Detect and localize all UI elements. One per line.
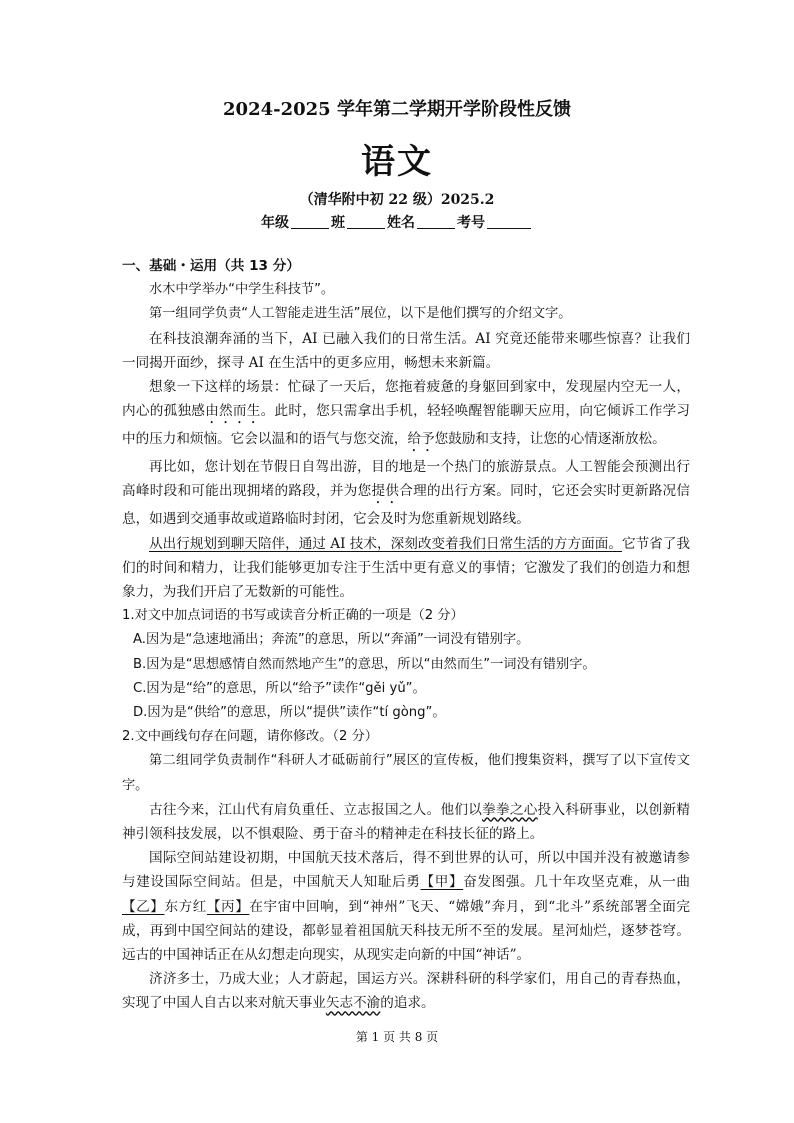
- blank-bing[interactable]: 【丙】: [206, 898, 250, 915]
- passage-para-5: [122, 798, 690, 846]
- intro-line: 水木中学举办“中学生科技节”。: [149, 282, 335, 298]
- passage-para-1: 在科技浪潮奔涌的当下，AI 已融入我们的日常生活。AI 究竟还能带来哪些惊喜？让我们一同揭开面纱，探寻 AI 在生活中的更多应用，畅想未来新篇。: [122, 330, 690, 371]
- passage-para-7: [122, 967, 690, 1015]
- class-label: 班: [331, 215, 345, 231]
- para3-text-a: 再比如，您计划在节假日自驾出游，目的地是一个热门的旅游景点。人工智能会预测出行高峰时段和可能出现拥堵的路段，并为您: [122, 459, 690, 500]
- para6-text-d: 在宇宙中回响，到“神州”飞天、“嫦娥”奔月，到“北斗”系统部署全面完成，再到中国空间站的建设，都彰显着祖国航天科技无所不至的发展。星河灿烂，逐梦苍穹。远古的中国神话正在从幻想走向现实，从现实走向新的中国“神话”。: [122, 898, 691, 964]
- section-1: [122, 254, 690, 1016]
- para6-text-c: 东方红: [164, 898, 207, 915]
- question-1-stem: 1.对文中加点词语的书写或读音分析正确的一项是（2 分）: [122, 608, 464, 624]
- para6-text-b: 奋发图强。几十年攻坚克难，从一曲: [463, 874, 691, 891]
- para7-text-a: 济济多士，乃成大业；人才蔚起，国运方兴。深耕科研的科学家们，用自己的青春热血，实现了中国人自古以来对航天事业: [122, 971, 690, 1012]
- wavy-word-shizhibuyu: 矢志不渝: [325, 995, 381, 1012]
- question-1-option-d[interactable]: D.因为是“供给”的意思，所以“提供”读作“tí gòng”。: [133, 705, 446, 721]
- passage-para-4: [122, 532, 690, 605]
- name-blank[interactable]: [417, 214, 455, 229]
- passage-para-2: [122, 375, 690, 455]
- grade-label: 年级: [261, 215, 289, 231]
- para2-text-c: 您鼓励和支持，让您的心情逐渐放松。: [434, 431, 666, 448]
- exam-no-label: 考号: [457, 215, 485, 231]
- group2-intro: 第二组同学负责制作“科研人才砥砺前行”展区的宣传板，他们搜集资料，撰写了以下宣传文字。: [122, 753, 690, 793]
- dotted-word-youranersheng: 由然而生: [205, 403, 261, 420]
- question-1-option-a[interactable]: A.因为是“急速地涌出；奔流”的意思，所以“奔涌”一词没有错别字。: [133, 632, 530, 648]
- group1-intro: 第一组同学负责“人工智能走进生活”展位，以下是他们撰写的介绍文字。: [149, 306, 572, 322]
- blank-yi[interactable]: 【乙】: [122, 898, 165, 915]
- school-line: （清华附中初 22 级）2025.2: [299, 192, 495, 208]
- page-footer: 第 1 页 共 8 页: [355, 1030, 439, 1044]
- exam-no-blank[interactable]: [487, 214, 531, 229]
- para5-text-b: 投入科研事业，以创新精神引领科技发展，以不惧艰险、勇于奋斗的精神走在科技长征的路上。: [122, 801, 691, 843]
- student-info-line: [0, 212, 794, 232]
- para2-text-b: 。此时，您只需拿出手机，轻轻唤醒智能聊天应用，向它倾诉工作学习中的压力和烦恼。它会以温和的语气与您交流，: [122, 403, 691, 448]
- para4-text-rest: 它节省了我们的时间和精力，让我们能够更加专注于生活中更有意义的事情；它激发了我们的创造力和想象力，为我们开启了无数新的可能性。: [122, 535, 690, 601]
- dotted-word-jiyu: 给予: [407, 431, 435, 448]
- para7-text-b: 的追求。: [380, 995, 435, 1012]
- dotted-word-tigong: 提供: [371, 483, 400, 500]
- question-1-option-b[interactable]: B.因为是“思想感情自然而然地产生”的意思，所以“由然而生”一词没有错别字。: [133, 656, 596, 672]
- question-2-stem: 2.文中画线句存在问题，请你修改。（2 分）: [122, 729, 378, 745]
- grade-blank[interactable]: [291, 214, 329, 229]
- wavy-word-quanquanzhixin: 拳拳之心: [482, 801, 538, 818]
- underlined-sentence: 从出行规划到聊天陪伴，通过 AI 技术，深刻改变着我们日常生活的方方面面。: [149, 535, 622, 552]
- section-heading: 一、基础・运用（共 13 分）: [122, 258, 300, 274]
- para3-text-b: 合理的出行方案。同时，它还会实时更新路况信息，如遇到交通事故或道路临时封闭，它会及时为您重新规划路线。: [122, 483, 691, 528]
- para5-text-a: 古往今来，江山代有肩负重任、立志报国之人。他们以: [149, 801, 483, 818]
- subject-title: 语文: [361, 142, 433, 182]
- exam-title: 2024-2025 学年第二学期开学阶段性反馈: [223, 99, 571, 120]
- name-label: 姓名: [387, 215, 415, 231]
- para6-text-a: 国际空间站建设初期，中国航天技术落后，得不到世界的认可，所以中国并没有被邀请参与建设国际空间站。但是，中国航天人知耻后勇: [122, 850, 690, 891]
- para2-text-a: 想象一下这样的场景：忙碌了一天后，您拖着疲惫的身躯回到家中，发现屋内空无一人，内心的孤独感: [122, 379, 690, 420]
- passage-para-6: [122, 846, 690, 967]
- blank-jia[interactable]: 【甲】: [420, 874, 464, 891]
- class-blank[interactable]: [347, 214, 385, 229]
- passage-para-3: [122, 455, 690, 531]
- question-1-option-c[interactable]: C.因为是“给”的意思，所以“给予”读作“gěi yǔ”。: [133, 680, 426, 696]
